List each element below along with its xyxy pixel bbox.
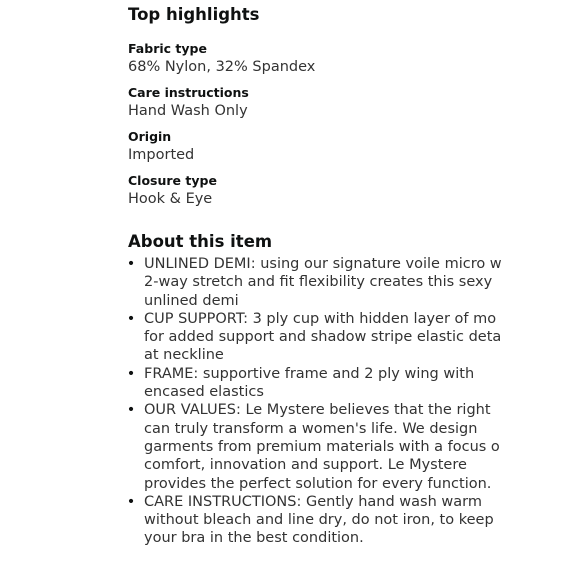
attribute-origin [128, 129, 466, 165]
attribute-closure-type [128, 173, 466, 209]
bullet-text-line: UNLINED DEMI: using our signature voile micro w [144, 256, 502, 272]
bullet-unlined-demi [126, 255, 502, 310]
bullet-text-line: OUR VALUES: Le Mystere believes that the right [144, 402, 491, 419]
bullet-text-line: comfort, innovation and support. Le Mystere [144, 457, 467, 474]
bullet-text-line: CUP SUPPORT: 3 ply cup with hidden layer of mo [144, 310, 497, 327]
attribute-value: 68% Nylon, 32% Spandex [128, 59, 316, 75]
bullet-text-line: at neckline [144, 347, 224, 364]
bullet-dot-icon: • [126, 310, 136, 327]
bullet-text-line: your bra in the best condition. [144, 530, 364, 547]
attribute-label: Care instructions [128, 85, 249, 100]
bullet-frame [126, 365, 475, 402]
bullet-care-instructions [126, 493, 494, 548]
about-bullet-list [126, 255, 502, 548]
bullet-text-line: CARE INSTRUCTIONS: Gently hand wash warm [144, 493, 482, 510]
attribute-label: Fabric type [128, 41, 207, 56]
bullet-text-line: FRAME: supportive frame and 2 ply wing with [144, 365, 475, 382]
bullet-text-line: without bleach and line dry, do not iron, to keep [144, 512, 494, 529]
bullet-text-line: encased elastics [144, 384, 264, 401]
bullet-dot-icon: • [126, 402, 136, 419]
bullet-cup-support [126, 310, 502, 365]
attribute-value: Imported [128, 147, 195, 163]
attribute-label: Closure type [128, 173, 217, 188]
attribute-value: Hook & Eye [128, 191, 213, 207]
attribute-label: Origin [128, 129, 172, 144]
bullet-text-line: for added support and shadow stripe elastic deta [144, 329, 502, 346]
bullet-text-line: garments from premium materials with a focus o [144, 438, 500, 455]
bullet-text-line: can truly transform a women's life. We design [144, 420, 478, 437]
bullet-text-line: unlined demi [144, 292, 239, 309]
product-details-content [126, 0, 502, 580]
bullet-our-values [126, 401, 500, 492]
top-highlights-title: Top highlights [128, 5, 260, 24]
bullet-text-line: 2-way stretch and fit flexibility creates this sexy [144, 274, 493, 291]
bullet-text-line: provides the perfect solution for every function. [144, 475, 492, 492]
attribute-value: Hand Wash Only [128, 103, 248, 119]
bullet-dot-icon: • [126, 365, 136, 382]
about-this-item-title: About this item [128, 232, 273, 251]
attribute-fabric-type [128, 41, 466, 77]
attribute-care-instructions [128, 85, 466, 121]
bullet-dot-icon: • [126, 493, 136, 510]
bullet-dot-icon: • [126, 256, 136, 272]
